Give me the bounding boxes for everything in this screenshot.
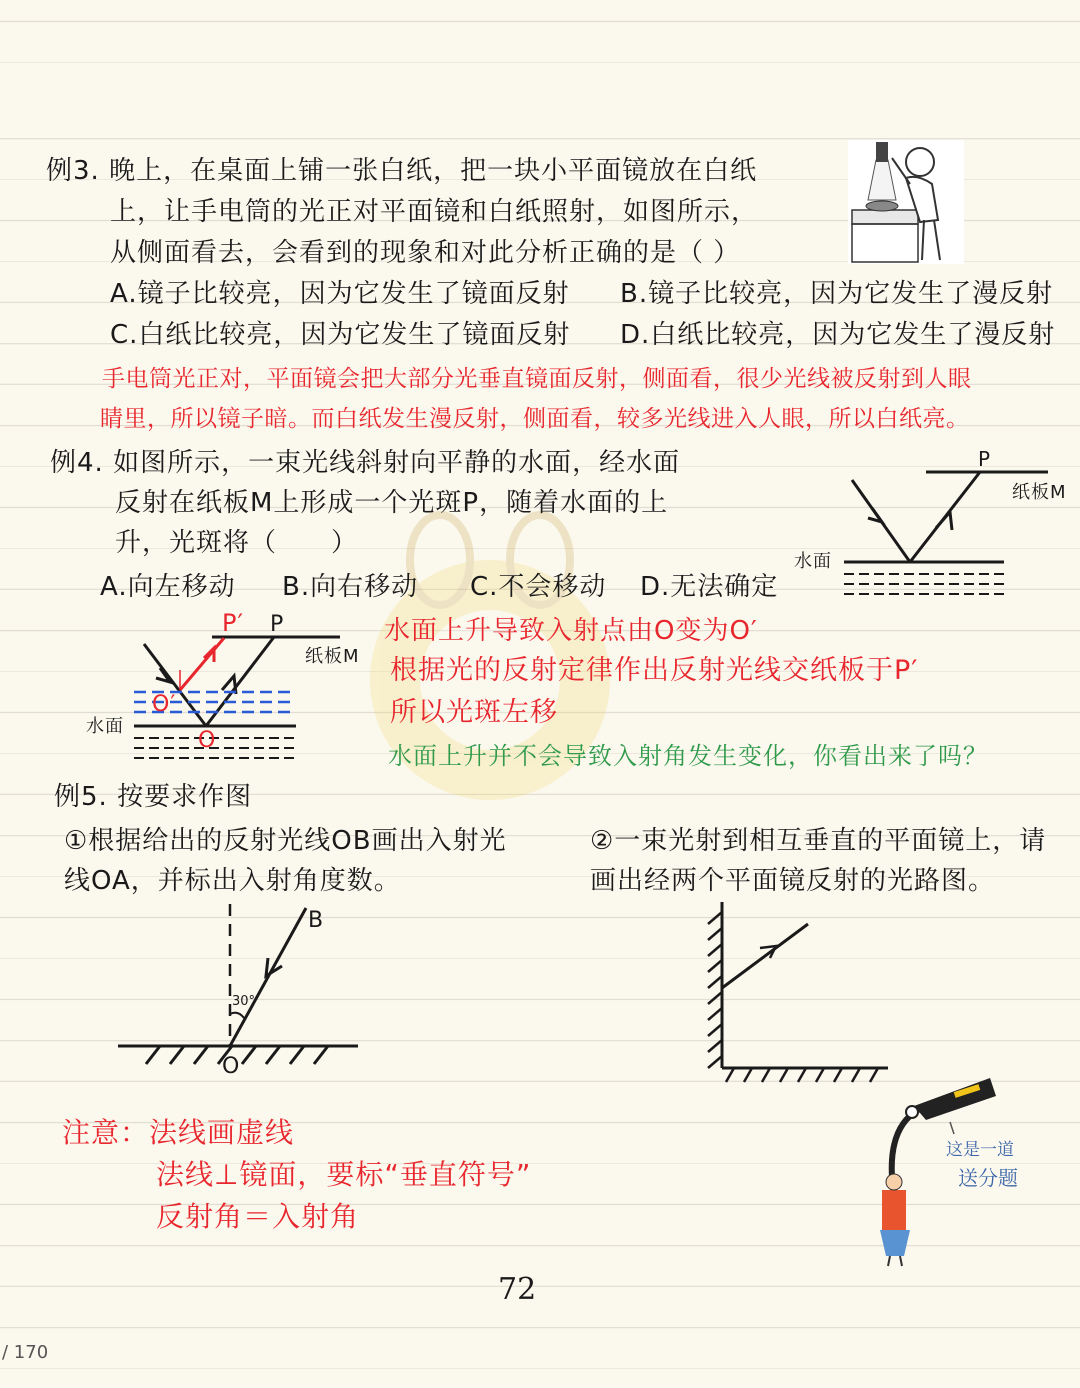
ex4-fig2-label-o-new: O′: [152, 692, 177, 717]
ex5-q1-line2: 线OA，并标出入射角度数。: [64, 866, 401, 896]
ex5-q1-line1: ①根据给出的反射光线OB画出入射光: [64, 826, 507, 856]
ex4-fig2-label-p: P: [270, 612, 285, 637]
ex5-fig1-label-o: O: [222, 1054, 241, 1079]
ex4-option-c: C.不会移动: [470, 572, 607, 602]
ex3-option-c: C.白纸比较亮，因为它发生了镜面反射: [110, 320, 571, 350]
ex4-fig2-label-board: 纸板M: [305, 646, 360, 667]
ex5-title: 例5. 按要求作图: [54, 782, 253, 812]
ex3-question-line3: 从侧面看去，会看到的现象和对此分析正确的是（ ）: [110, 238, 741, 268]
note-line3: 反射角＝入射角: [156, 1200, 360, 1233]
ex3-question-line1: 例3. 晚上，在桌面上铺一张白纸，把一块小平面镜放在白纸: [46, 156, 758, 186]
ex4-fig2-label-o: O: [198, 728, 217, 753]
ex3-option-d: D.白纸比较亮，因为它发生了漫反射: [620, 320, 1056, 350]
ex5-fig1-label-angle: 30°: [232, 994, 256, 1009]
ex4-fig1-label-p: P: [978, 447, 992, 471]
ex4-fig2-label-water: 水面: [86, 716, 124, 737]
ex5-figure-perpendicular-mirrors: [700, 896, 900, 1086]
ex4-question-line3: 升，光斑将（ ）: [115, 528, 359, 558]
ex4-note-line3: 所以光斑左移: [390, 697, 558, 728]
ex4-fig1-label-board: 纸板M: [1012, 482, 1067, 503]
note-title: 注意：法线画虚线: [62, 1116, 295, 1149]
page-number: 72: [498, 1272, 537, 1307]
ex4-question-line1: 例4. 如图所示，一束光线斜射向平静的水面，经水面: [50, 448, 681, 478]
ex4-fig2-label-p-new: P′: [222, 609, 244, 637]
ex3-answer-line2: 睛里，所以镜子暗。而白纸发生漫反射，侧面看，较多光线进入人眼，所以白纸亮。: [100, 406, 970, 432]
ex4-fig1-label-water: 水面: [794, 551, 832, 572]
ex4-option-b: B.向右移动: [282, 572, 419, 602]
page-count-indicator: / 170: [2, 1342, 49, 1363]
ex3-option-a: A.镜子比较亮，因为它发生了镜面反射: [110, 279, 570, 309]
ex4-option-d: D.无法确定: [640, 572, 779, 602]
ex4-note-line1: 水面上升导致入射点由O变为O′: [384, 616, 758, 646]
ex4-figure-original: [840, 440, 1060, 610]
note-line2: 法线⊥镜面，要标“垂直符号”: [156, 1158, 532, 1191]
ex3-option-b: B.镜子比较亮，因为它发生了漫反射: [620, 279, 1054, 309]
ex4-question-line2: 反射在纸板M上形成一个光斑P，随着水面的上: [115, 488, 669, 518]
ex3-answer-line1: 手电筒光正对，平面镜会把大部分光垂直镜面反射，侧面看，很少光线被反射到人眼: [102, 366, 972, 392]
ex5-figure-mirror-normal: [116, 900, 366, 1080]
ex4-note-line4: 水面上升并不会导致入射角发生变化，你看出来了吗？: [388, 742, 988, 770]
ex3-question-line2: 上，让手电筒的光正对平面镜和白纸照射，如图所示，: [110, 197, 759, 227]
ex4-note-line2: 根据光的反射定律作出反射光线交纸板于P′: [390, 655, 919, 686]
lamp-bubble-line2: 送分题: [958, 1166, 1018, 1190]
flashlight-person-illustration: [848, 140, 964, 264]
lamp-bubble-line1: 这是一道: [946, 1140, 1014, 1160]
ex5-q2-line2: 画出经两个平面镜反射的光路图。: [590, 866, 996, 896]
ex5-q2-line1: ②一束光射到相互垂直的平面镜上，请: [590, 826, 1047, 856]
ex5-fig1-label-b: B: [308, 908, 325, 933]
ex4-option-a: A.向左移动: [100, 572, 236, 602]
